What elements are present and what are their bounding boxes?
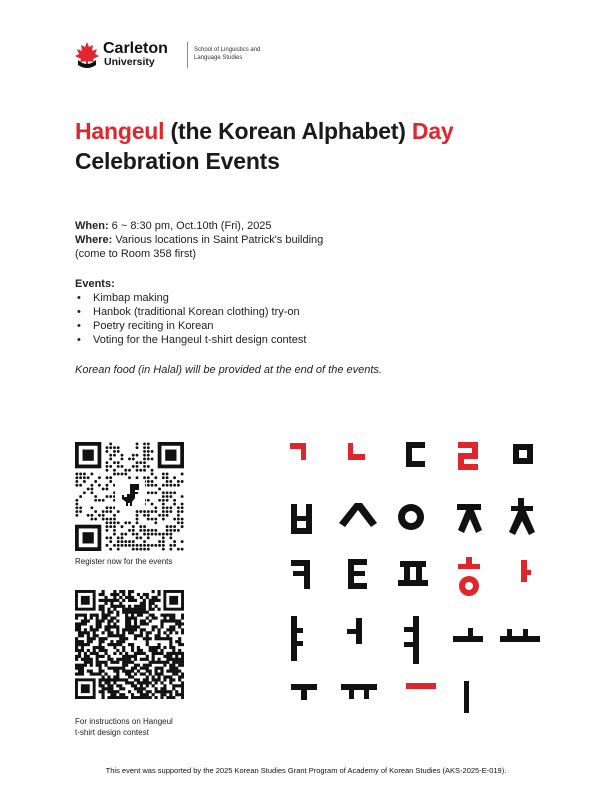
instructions-caption-line2: t-shirt design contest [75,728,149,737]
glyph-tieut [348,559,367,589]
instructions-caption-line1: For instructions on Hangeul [75,717,173,726]
where-row [75,233,455,247]
events-list [75,291,455,347]
where-label: Where: [75,234,113,246]
register-qr-code[interactable] [75,442,184,551]
when-row [75,219,455,233]
glyph-eo [347,618,362,644]
page-title [75,116,575,176]
maple-leaf-icon [74,41,100,69]
title-hangeul: Hangeul [75,118,165,144]
title-line-2: Celebration Events [75,148,280,174]
glyph-giyeok-red [290,443,306,460]
glyph-ya [291,616,303,661]
logo-department: School of Linguistics and Language Studies [194,47,261,61]
title-line-1 [75,116,575,146]
glyph-eu-red [406,683,436,689]
event-details [75,219,455,261]
glyph-yeo [404,616,419,664]
glyph-o [453,628,483,642]
event-item: • Poetry reciting in Korean [75,319,455,333]
event-item: • Voting for the Hangeul t-shirt design contest [75,333,455,347]
logo-university-line2: University [104,56,155,68]
glyph-nieun-red [348,443,365,460]
where-value: Various locations in Saint Patrick's building [112,234,324,246]
where-note: (come to Room 358 first) [75,248,197,260]
glyph-i [464,681,469,713]
register-caption: Register now for the events [75,557,173,566]
logo-university-line1: Carleton [103,40,168,57]
glyph-hieut-red [458,557,480,596]
glyph-yu [341,684,377,699]
glyph-a-red [521,560,531,582]
title-middle: (the Korean Alphabet) [164,118,412,144]
university-logo [74,40,274,72]
glyph-jieut [457,504,482,533]
glyph-bieup [291,504,312,534]
when-label: When: [75,220,109,232]
hangeul-letters-art [285,436,545,716]
glyph-digeut [406,442,425,467]
title-day: Day [411,118,454,144]
glyph-ieung [398,504,424,530]
event-item: • Kimbap making [75,291,455,305]
glyph-u [291,684,317,700]
logo-divider [187,42,188,68]
glyph-pieup [398,561,428,586]
food-note: Korean food (in Halal) will be provided at the end of the events. [75,364,382,376]
event-item: • Hanbok (traditional Korean clothing) try-on [75,305,455,319]
when-value: 6 ~ 8:30 pm, Oct.10th (Fri), 2025 [108,220,272,232]
sponsor-footer: This event was supported by the 2025 Korean Studies Grant Program of Academy of Korean Studies (AKS-2025-E-019). [105,766,507,775]
events-section [75,277,455,347]
glyph-rieul-red [458,442,478,470]
glyph-siot [339,503,377,527]
glyph-chieut [509,498,535,535]
instructions-qr-code[interactable] [75,590,184,699]
instructions-caption [75,716,173,738]
glyph-kieuk [291,560,310,589]
events-heading: Events: [75,278,115,290]
glyph-yo [500,629,540,642]
glyph-mieum [513,444,533,464]
